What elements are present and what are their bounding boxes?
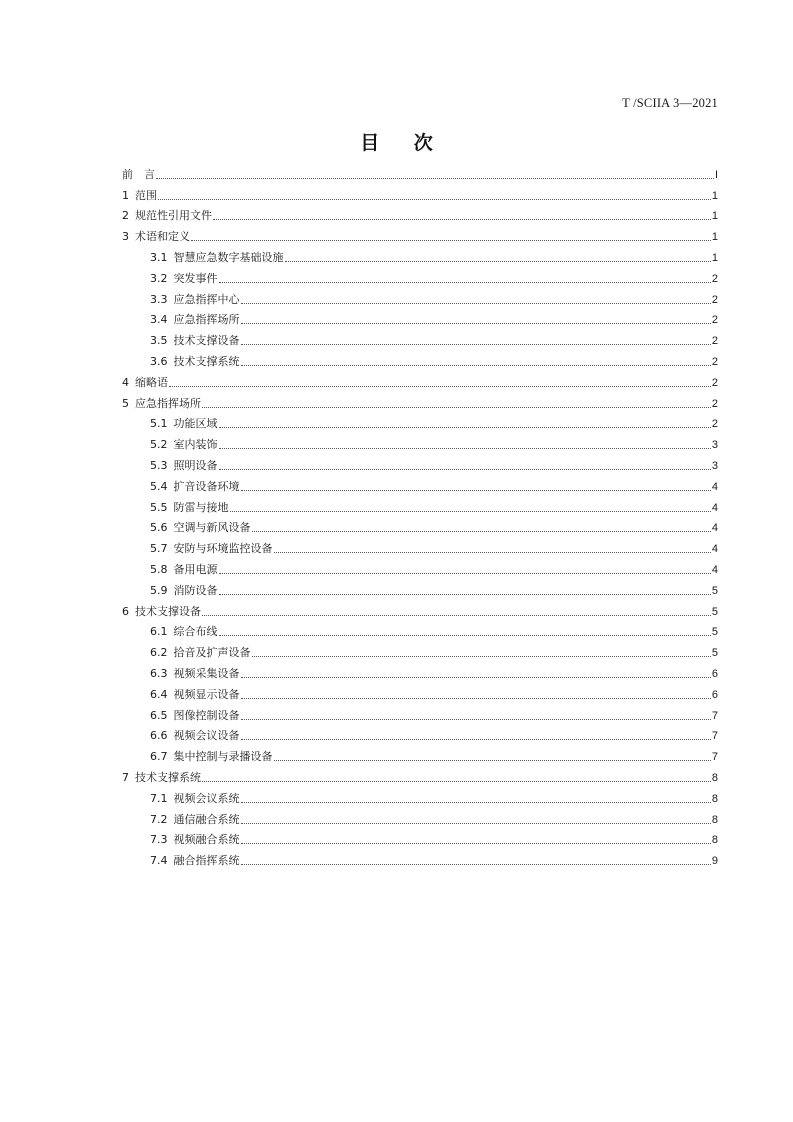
toc-entry[interactable] bbox=[122, 535, 718, 556]
toc-dot-leader bbox=[219, 282, 711, 283]
toc-entry-number: 3.4 bbox=[150, 313, 168, 327]
toc-entry-page-number: I bbox=[714, 168, 718, 181]
toc-entry-page-number: 1 bbox=[711, 189, 718, 202]
toc-entry-page-number: 2 bbox=[711, 397, 718, 410]
toc-entry-number: 6.7 bbox=[150, 750, 168, 764]
toc-entry-number: 3.3 bbox=[150, 292, 168, 306]
toc-dot-leader bbox=[156, 178, 714, 179]
document-code: T /SCIIA 3—2021 bbox=[622, 96, 718, 110]
toc-entry[interactable] bbox=[122, 598, 718, 619]
toc-entry-page-number: 4 bbox=[711, 522, 718, 535]
toc-entry-number: 7.4 bbox=[150, 854, 168, 868]
toc-entry-title: 消防设备 bbox=[173, 583, 218, 597]
toc-dot-leader bbox=[219, 635, 711, 636]
toc-entry-page-number: 4 bbox=[711, 501, 718, 514]
toc-dot-leader bbox=[274, 760, 711, 761]
toc-entry-page-number: 3 bbox=[711, 459, 718, 472]
toc-entry[interactable] bbox=[122, 702, 718, 723]
toc-entry-title: 技术支撑系统 bbox=[135, 770, 201, 784]
toc-entry-page-number: 8 bbox=[711, 771, 718, 784]
toc-entry[interactable] bbox=[122, 660, 718, 681]
toc-entry-page-number: 2 bbox=[711, 355, 718, 368]
toc-entry[interactable] bbox=[122, 806, 718, 827]
toc-dot-leader bbox=[219, 427, 711, 428]
toc-entry[interactable] bbox=[122, 327, 718, 348]
toc-entry-title: 应急指挥中心 bbox=[173, 292, 240, 306]
toc-entry-page-number: 2 bbox=[711, 418, 718, 431]
toc-entry-title: 视频采集设备 bbox=[173, 666, 240, 680]
toc-entry[interactable] bbox=[122, 764, 718, 785]
toc-entry-number: 3.2 bbox=[150, 271, 168, 285]
toc-entry-title: 集中控制与录播设备 bbox=[173, 750, 273, 764]
toc-entry-title: 室内装饰 bbox=[173, 438, 218, 452]
toc-dot-leader bbox=[252, 531, 711, 532]
toc-entry-page-number: 7 bbox=[711, 751, 718, 764]
toc-entry[interactable] bbox=[122, 223, 718, 244]
toc-entry-title: 视频融合系统 bbox=[173, 833, 240, 847]
toc-entry-number: 5.1 bbox=[150, 417, 168, 431]
toc-entry-title: 规范性引用文件 bbox=[135, 209, 212, 223]
toc-entry-page-number: 8 bbox=[711, 813, 718, 826]
toc-dot-leader bbox=[202, 781, 711, 782]
toc-entry-title: 术语和定义 bbox=[135, 230, 190, 244]
toc-entry[interactable] bbox=[122, 577, 718, 598]
toc-entry-page-number: 1 bbox=[711, 251, 718, 264]
toc-entry[interactable] bbox=[122, 286, 718, 307]
toc-dot-leader bbox=[219, 594, 711, 595]
toc-entry-title: 缩略语 bbox=[135, 375, 168, 389]
toc-entry[interactable] bbox=[122, 390, 718, 411]
toc-entry-title: 应急指挥场所 bbox=[135, 396, 201, 410]
toc-dot-leader bbox=[241, 864, 711, 865]
toc-entry-page-number: 5 bbox=[711, 584, 718, 597]
toc-entry-page-number: 2 bbox=[711, 293, 718, 306]
toc-entry-title: 融合指挥系统 bbox=[173, 854, 240, 868]
toc-entry-number: 5.2 bbox=[150, 438, 168, 452]
toc-entry[interactable] bbox=[122, 431, 718, 452]
toc-dot-leader bbox=[230, 511, 711, 512]
toc-entry-number: 3.5 bbox=[150, 334, 168, 348]
toc-entry-page-number: 7 bbox=[711, 709, 718, 722]
toc-entry[interactable] bbox=[122, 473, 718, 494]
toc-entry[interactable] bbox=[122, 785, 718, 806]
page-title: 目 次 bbox=[360, 132, 447, 154]
toc-entry[interactable] bbox=[122, 743, 718, 764]
toc-entry-number: 2 bbox=[122, 209, 129, 223]
toc-entry-title: 视频显示设备 bbox=[173, 687, 240, 701]
toc-entry[interactable] bbox=[122, 411, 718, 432]
toc-entry-page-number: 2 bbox=[711, 335, 718, 348]
toc-entry-title: 扩音设备环境 bbox=[173, 479, 240, 493]
toc-entry-page-number: 2 bbox=[711, 314, 718, 327]
toc-dot-leader bbox=[241, 802, 711, 803]
toc-entry-page-number: 7 bbox=[711, 730, 718, 743]
toc-dot-leader bbox=[241, 823, 711, 824]
toc-entry-number: 5.9 bbox=[150, 583, 168, 597]
toc-entry-number: 7 bbox=[122, 770, 129, 784]
toc-dot-leader bbox=[158, 199, 711, 200]
toc-entry[interactable] bbox=[122, 244, 718, 265]
toc-entry-number: 3.6 bbox=[150, 354, 168, 368]
toc-entry[interactable] bbox=[122, 639, 718, 660]
toc-entry-page-number: 4 bbox=[711, 563, 718, 576]
toc-entry[interactable] bbox=[122, 515, 718, 536]
toc-dot-leader bbox=[241, 490, 711, 491]
toc-entry[interactable] bbox=[122, 265, 718, 286]
toc-entry[interactable] bbox=[122, 723, 718, 744]
toc-entry-title: 视频会议系统 bbox=[173, 791, 240, 805]
toc-dot-leader bbox=[202, 615, 711, 616]
toc-entry-number: 7.1 bbox=[150, 791, 168, 805]
toc-entry[interactable] bbox=[122, 161, 718, 182]
toc-entry-number: 5.4 bbox=[150, 479, 168, 493]
toc-entry-number: 6.5 bbox=[150, 708, 168, 722]
toc-dot-leader bbox=[252, 656, 711, 657]
toc-dot-leader bbox=[169, 386, 711, 387]
toc-entry-number: 6.4 bbox=[150, 687, 168, 701]
toc-dot-leader bbox=[241, 303, 711, 304]
toc-entry-number: 5.3 bbox=[150, 458, 168, 472]
toc-dot-leader bbox=[241, 719, 711, 720]
toc-entry-number: 5.8 bbox=[150, 562, 168, 576]
toc-entry[interactable] bbox=[122, 307, 718, 328]
toc-dot-leader bbox=[241, 365, 711, 366]
toc-entry-title: 通信融合系统 bbox=[173, 812, 240, 826]
toc-entry-title: 备用电源 bbox=[173, 562, 218, 576]
toc-entry-title: 技术支撑系统 bbox=[173, 354, 240, 368]
toc-entry[interactable] bbox=[122, 556, 718, 577]
toc-entry-title: 空调与新风设备 bbox=[173, 521, 251, 535]
toc-entry-page-number: 8 bbox=[711, 792, 718, 805]
toc-entry-page-number: 5 bbox=[711, 647, 718, 660]
toc-entry-title: 应急指挥场所 bbox=[173, 313, 240, 327]
toc-entry[interactable] bbox=[122, 827, 718, 848]
toc-entry-number: 1 bbox=[122, 188, 129, 202]
toc-dot-leader bbox=[285, 261, 711, 262]
toc-entry-page-number: 5 bbox=[711, 605, 718, 618]
toc-entry-number: 3 bbox=[122, 230, 129, 244]
toc-entry-page-number: 4 bbox=[711, 480, 718, 493]
toc-entry[interactable] bbox=[122, 369, 718, 390]
toc-entry[interactable] bbox=[122, 452, 718, 473]
toc-entry-page-number: 2 bbox=[711, 376, 718, 389]
toc-entry-number: 6.3 bbox=[150, 666, 168, 680]
toc-dot-leader bbox=[241, 323, 711, 324]
toc-entry-number: 7.2 bbox=[150, 812, 168, 826]
toc-entry[interactable] bbox=[122, 681, 718, 702]
toc-entry-number: 3.1 bbox=[150, 250, 168, 264]
toc-entry-page-number: 9 bbox=[711, 855, 718, 868]
toc-entry-number: 6.6 bbox=[150, 729, 168, 743]
toc-entry-title: 前 言 bbox=[122, 167, 155, 181]
toc-dot-leader bbox=[219, 573, 711, 574]
toc-entry-page-number: 8 bbox=[711, 834, 718, 847]
toc-entry-title: 智慧应急数字基础设施 bbox=[173, 250, 284, 264]
toc-entry-title: 防雷与接地 bbox=[173, 500, 229, 514]
toc-entry-title: 技术支撑设备 bbox=[173, 334, 240, 348]
toc-entry-title: 图像控制设备 bbox=[173, 708, 240, 722]
toc-dot-leader bbox=[219, 469, 711, 470]
toc-entry-page-number: 3 bbox=[711, 439, 718, 452]
toc-entry-number: 6 bbox=[122, 604, 129, 618]
toc-dot-leader bbox=[241, 698, 711, 699]
toc-entry-title: 综合布线 bbox=[173, 625, 218, 639]
toc-dot-leader bbox=[191, 240, 711, 241]
table-of-contents bbox=[122, 161, 718, 868]
toc-entry-title: 拾音及扩声设备 bbox=[173, 646, 251, 660]
toc-entry[interactable] bbox=[122, 182, 718, 203]
toc-entry-title: 照明设备 bbox=[173, 458, 218, 472]
toc-entry-number: 7.3 bbox=[150, 833, 168, 847]
toc-entry[interactable] bbox=[122, 847, 718, 868]
toc-entry-title: 安防与环境监控设备 bbox=[173, 542, 273, 556]
toc-entry-page-number: 5 bbox=[711, 626, 718, 639]
toc-dot-leader bbox=[219, 448, 711, 449]
toc-entry-title: 视频会议设备 bbox=[173, 729, 240, 743]
toc-dot-leader bbox=[241, 677, 711, 678]
toc-dot-leader bbox=[274, 552, 711, 553]
toc-entry[interactable] bbox=[122, 494, 718, 515]
toc-entry-number: 6.1 bbox=[150, 625, 168, 639]
toc-dot-leader bbox=[241, 843, 711, 844]
toc-entry-number: 5.7 bbox=[150, 542, 168, 556]
toc-entry-page-number: 4 bbox=[711, 543, 718, 556]
toc-entry[interactable] bbox=[122, 619, 718, 640]
toc-dot-leader bbox=[213, 219, 711, 220]
toc-dot-leader bbox=[241, 739, 711, 740]
toc-entry-title: 范围 bbox=[135, 188, 157, 202]
toc-dot-leader bbox=[241, 344, 711, 345]
toc-entry-title: 功能区域 bbox=[173, 417, 218, 431]
toc-entry-page-number: 1 bbox=[711, 210, 718, 223]
toc-entry-number: 4 bbox=[122, 375, 129, 389]
toc-entry-number: 5 bbox=[122, 396, 129, 410]
toc-entry-title: 突发事件 bbox=[173, 271, 218, 285]
toc-entry[interactable] bbox=[122, 203, 718, 224]
toc-entry-number: 5.6 bbox=[150, 521, 168, 535]
toc-entry-page-number: 6 bbox=[711, 667, 718, 680]
toc-entry-page-number: 6 bbox=[711, 688, 718, 701]
toc-entry-number: 5.5 bbox=[150, 500, 168, 514]
toc-entry[interactable] bbox=[122, 348, 718, 369]
toc-entry-number: 6.2 bbox=[150, 646, 168, 660]
toc-entry-page-number: 1 bbox=[711, 231, 718, 244]
toc-dot-leader bbox=[202, 407, 711, 408]
toc-entry-title: 技术支撑设备 bbox=[135, 604, 201, 618]
toc-entry-page-number: 2 bbox=[711, 272, 718, 285]
